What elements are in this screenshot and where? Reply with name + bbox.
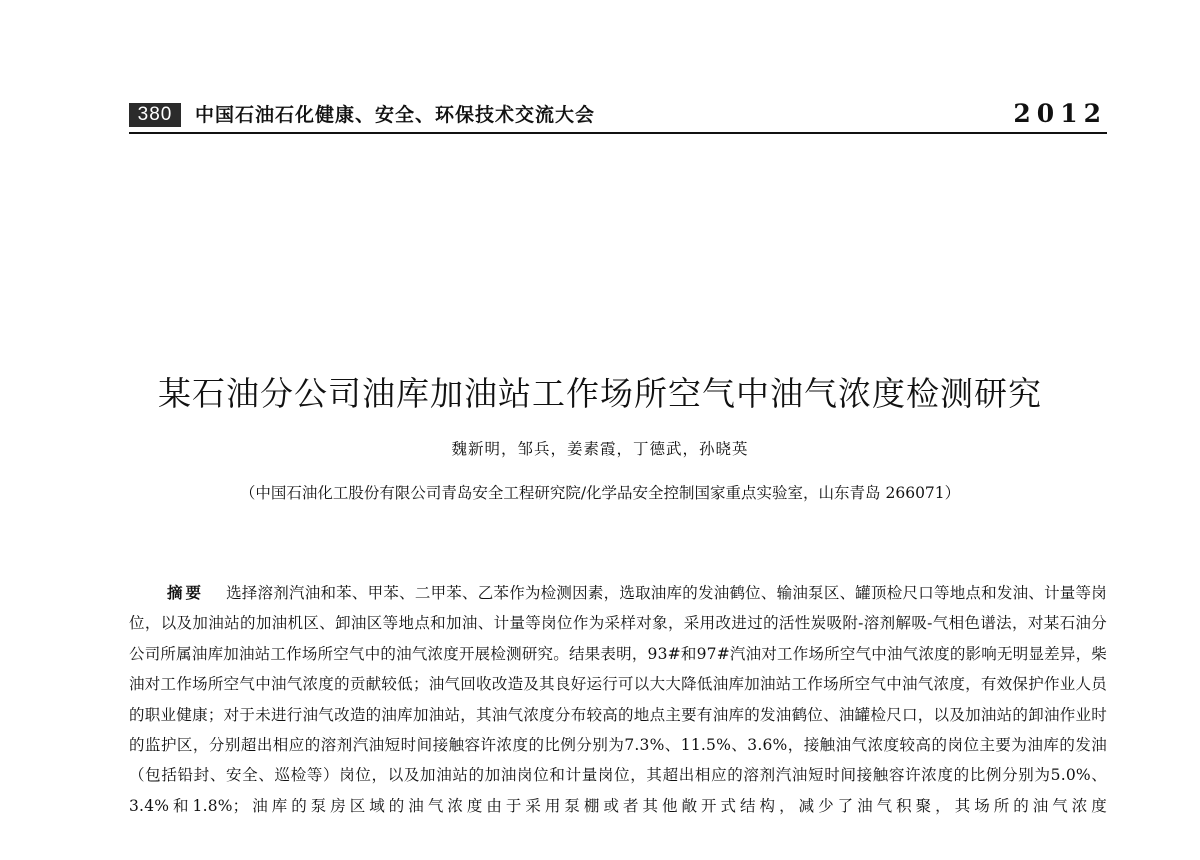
abstract xyxy=(129,578,1107,821)
running-header xyxy=(129,100,1107,130)
author-list: 魏新明，邹兵，姜素霞，丁德武，孙晓英 xyxy=(451,440,749,458)
paper-title: 某石油分公司油库加油站工作场所空气中油气浓度检测研究 xyxy=(158,374,1042,413)
conference-year: 2012 xyxy=(1013,99,1107,128)
page-number: 380 xyxy=(129,103,181,127)
conference-name: 中国石油石化健康、安全、环保技术交流大会 xyxy=(195,104,596,126)
abstract-text: 选择溶剂汽油和苯、甲苯、二甲苯、乙苯作为检测因素，选取油库的发油鹤位、输油泵区、罐顶检尺口等地点和发油、计量等岗位，以及加油站的加油机区、卸油区等地点和加油、计量等岗位作为采样对象，采用改进过的活性炭吸附-溶剂解吸-气相色谱法，对某石油分公司所属油库加油站工作场所空气中的油气浓度开展检测研究。结果表明，93#和97#汽油对工作场所空气中油气浓度的影响无明显差异，柴油对工作场所空气中油气浓度的贡献较低；油气回收改造及其良好运行可以大大降低油库加油站工作场所空气中油气浓度，有效保护作业人员的职业健康；对于未进行油气改造的油库加油站，其油气浓度分布较高的地点主要有油库的发油鹤位、油罐检尺口，以及加油站的卸油作业时的监护区，分别超出相应的溶剂汽油短时间接触容许浓度的比例分别为7.3%、11.5%、3.6%，接触油气浓度较高的岗位主要为油库的发油（包括铅封、安全、巡检等）岗位，以及加油站的加油岗位和计量岗位，其超出相应的溶剂汽油短时间接触容许浓度的比例分别为5.0%、3.4%和1.8%；油库的泵房区域的油气浓度由于采用泵棚或者其他敞开式结构，减少了油气积聚，其场所的油气浓度 xyxy=(129,584,1107,815)
affiliation: （中国石油化工股份有限公司青岛安全工程研究院/化学品安全控制国家重点实验室，山东青岛 266071） xyxy=(239,484,961,502)
header-rule xyxy=(129,132,1107,134)
abstract-label: 摘要 xyxy=(167,583,205,602)
